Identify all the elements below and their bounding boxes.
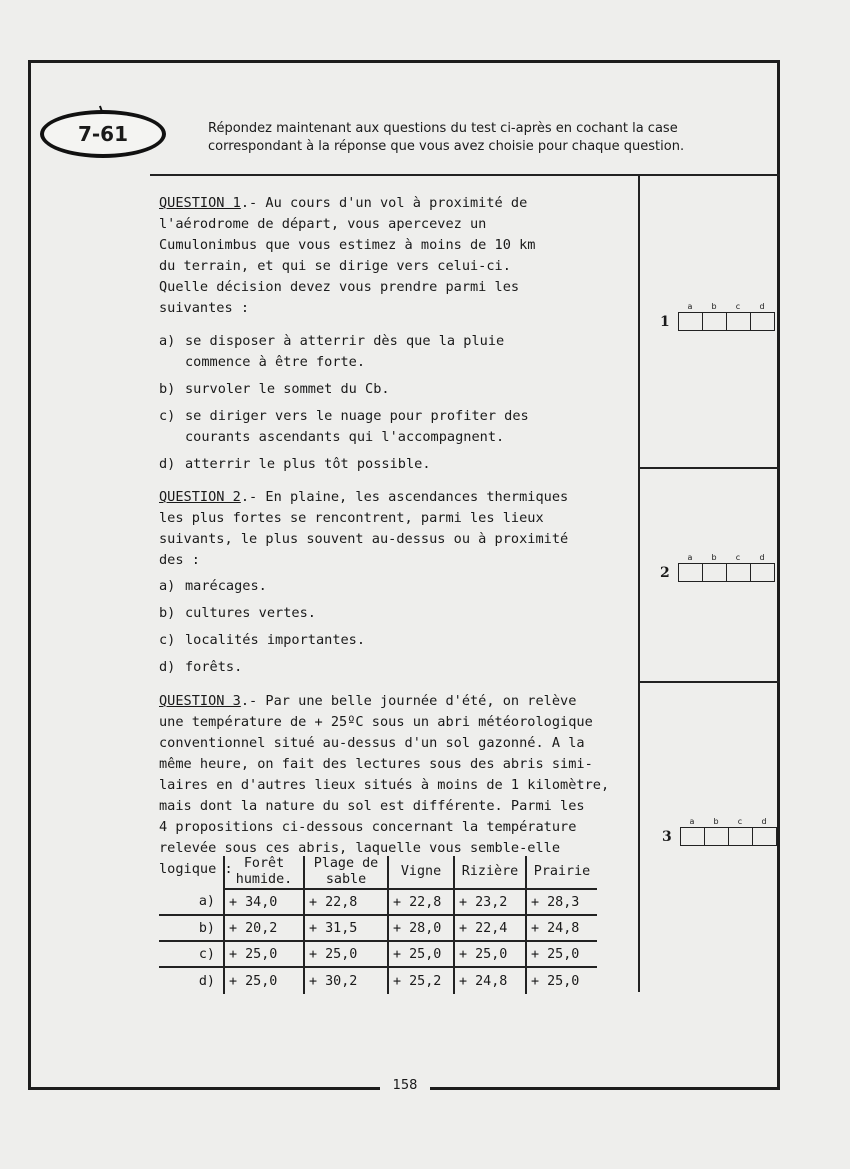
answer-grid-1 [660,302,775,331]
grid-letter: c [737,817,743,826]
grid-letter: c [735,302,741,311]
table-cell: + 30,2 [304,967,388,994]
table-cell: + 25,2 [388,967,454,994]
question-text: .- En plaine, les ascendances thermiques [240,489,569,505]
answer-checkbox-c[interactable] [729,828,753,845]
question-text: conventionnel situé au-dessus d'un sol gazonné. A la [159,735,585,751]
choice-c [159,630,639,651]
choice-text: cultures vertes. [185,605,316,621]
table-row [159,889,597,915]
question-text: logique : [159,861,233,877]
question-2 [159,487,639,678]
table-header-row [159,856,597,889]
table-cell: + 20,2 [224,915,304,941]
table-row [159,967,597,994]
choice-letter: d) [159,659,176,675]
table-cell: + 25,0 [526,941,597,967]
choice-letter: b) [159,605,176,621]
grid-letter: d [759,553,765,562]
answer-checkbox-d[interactable] [753,828,776,845]
table-cell: + 25,0 [454,941,526,967]
answer-grid-number: 1 [660,314,670,330]
page-number: 158 [392,1078,418,1093]
instructions [208,120,773,156]
question-text: une température de + 25ºC sous un abri météorologique [159,714,593,730]
choice-text: marécages. [185,578,267,594]
row-label: c) [159,941,224,967]
question-label: QUESTION 3 [159,693,241,709]
lesson-number: 7-61 [77,122,129,146]
table-cell: + 28,3 [526,889,597,915]
table-row [159,941,597,967]
answer-checkbox-a[interactable] [679,564,703,581]
answer-checkbox-b[interactable] [703,564,727,581]
question-first-line [159,691,634,712]
table-cell: + 25,0 [388,941,454,967]
question-text: Quelle décision devez vous prendre parmi les [159,279,520,295]
answer-grid-2 [660,553,775,582]
table-cell: + 25,0 [224,967,304,994]
choice-text: se disposer à atterrir dès que la pluie [185,333,505,349]
table-corner [159,856,224,889]
choice-b [159,603,639,624]
choice-text: atterrir le plus tôt possible. [185,456,431,472]
row-label: d) [198,973,215,989]
table-cell: + 24,8 [454,967,526,994]
footer-rule-left [28,1087,380,1090]
question-first-line [159,487,639,508]
question-text: des : [159,552,200,568]
choice-d [159,657,639,678]
column-header: Plage de sable [304,856,388,889]
question-text: relevée sous ces abris, laquelle vous semble-elle [159,840,561,856]
question-first-line [159,193,639,214]
column-header: Rizière [454,856,526,889]
choice-c [159,406,639,448]
grid-letter: b [713,817,719,826]
question-text: du terrain, et qui se dirige vers celui-ci. [159,258,511,274]
lesson-number-badge [40,110,166,158]
answer-checkbox-a[interactable] [681,828,705,845]
question-3 [159,691,634,880]
question-text: .- Au cours d'un vol à proximité de [240,195,528,211]
choice-text: survoler le sommet du Cb. [185,381,390,397]
question-text: mais dont la nature du sol est différente. Parmi les [159,798,585,814]
choice-letter: c) [159,632,176,648]
question-label: QUESTION 1 [159,195,241,211]
choice-text: forêts. [185,659,243,675]
table-cell: + 31,5 [304,915,388,941]
grid-letter: d [761,817,767,826]
choice-letter: c) [159,408,176,424]
choice-letter: d) [159,456,176,472]
footer-rule-right [430,1087,780,1090]
table-cell: + 23,2 [454,889,526,915]
question-text: les plus fortes se rencontrent, parmi les lieux [159,510,544,526]
answer-grid-3 [662,817,777,846]
choice-letter: b) [159,381,176,397]
grid-letter: b [711,553,717,562]
question-text: Cumulonimbus que vous estimez à moins de 10 km [159,237,536,253]
answer-checkbox-d[interactable] [751,313,774,330]
grid-letter: d [759,302,765,311]
question-text: laires en d'autres lieux situés à moins de 1 kilomètre, [159,777,610,793]
choice-d [159,454,639,475]
answer-grid-number: 2 [660,565,670,581]
choice-a [159,331,639,373]
question-label: QUESTION 2 [159,489,241,505]
choice-text: localités importantes. [185,632,366,648]
answer-grid-number: 3 [662,829,672,845]
choice-letter: a) [159,578,176,594]
grid-letter: a [687,302,693,311]
table-cell: + 22,8 [388,889,454,915]
answer-checkbox-a[interactable] [679,313,703,330]
answer-checkbox-c[interactable] [727,564,751,581]
instruction-line: Répondez maintenant aux questions du test ci-après en cochant la case [208,121,678,136]
table-cell: + 28,0 [388,915,454,941]
choice-text: courants ascendants qui l'accompagnent. [185,429,505,445]
choice-a [159,576,639,597]
instruction-line: correspondant à la réponse que vous avez choisie pour chaque question. [208,139,685,154]
choice-text: se diriger vers le nuage pour profiter des [185,408,529,424]
table-cell: + 25,0 [526,967,597,994]
answer-checkbox-d[interactable] [751,564,774,581]
table-cell: + 34,0 [224,889,304,915]
header-rule [150,174,780,176]
table-cell: + 25,0 [304,941,388,967]
column-header: Vigne [388,856,454,889]
question-text: .- Par une belle journée d'été, on relève [240,693,577,709]
column-header: Prairie [526,856,597,889]
grid-letter: a [689,817,695,826]
question-text: suivants, le plus souvent au-dessus ou à proximité [159,531,569,547]
column-header: Forêt humide. [224,856,304,889]
question-text: 4 propositions ci-dessous concernant la température [159,819,577,835]
answer-checkbox-c[interactable] [727,313,751,330]
table-row [159,915,597,941]
table-cell: + 25,0 [224,941,304,967]
row-label: a) [159,889,224,915]
answer-separator-2 [638,681,780,683]
table-cell: + 24,8 [526,915,597,941]
grid-letter: b [711,302,717,311]
choice-b [159,379,639,400]
grid-letter: c [735,553,741,562]
row-label: b) [159,915,224,941]
table-cell: + 22,4 [454,915,526,941]
temperature-table [159,856,597,994]
question-1 [159,193,639,475]
grid-letter: a [687,553,693,562]
question-text: même heure, on fait des lectures sous des abris simi- [159,756,593,772]
choice-letter: a) [159,333,176,349]
question-text: l'aérodrome de départ, vous apercevez un [159,216,487,232]
answer-checkbox-b[interactable] [703,313,727,330]
table-cell: + 22,8 [304,889,388,915]
answer-separator-1 [638,467,780,469]
choice-text: commence à être forte. [185,354,366,370]
question-text: suivantes : [159,300,250,316]
answer-checkbox-b[interactable] [705,828,729,845]
